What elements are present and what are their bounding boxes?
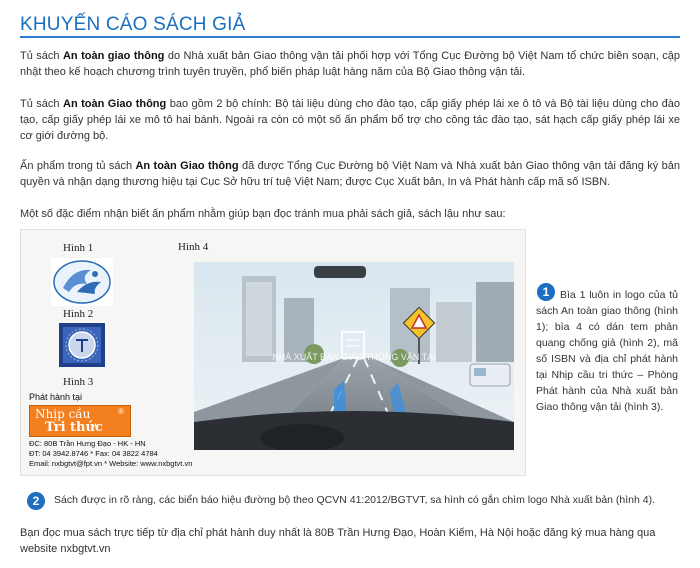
figure-label-3: Hình 3 [63,376,94,388]
p3-pre: Ấn phẩm trong tủ sách [20,160,136,172]
publisher-address: ĐC: 80B Trần Hưng Đạo - HK - HN [29,439,146,448]
point-2-badge: 2 [27,492,45,510]
publisher-label: Phát hành tại [29,392,83,402]
publisher-brand-line2: Tri thức [45,420,103,435]
registered-mark: ® [118,407,124,416]
publisher-brand-line1: Nhịp cầu [35,407,91,421]
paragraph-features-intro: Một số đặc điểm nhận biết ấn phẩm nhằm giúp bạn đọc tránh mua phải sách giả, sách lậu như sau: [20,208,506,220]
point-1-badge: 1 [537,283,555,301]
driving-scene-illustration [194,262,514,450]
figure-label-1: Hình 1 [63,242,94,254]
p1-post: do Nhà xuất bản Giao thông vận tải phối hợp với Tổng Cục Đường bộ Việt Nam tổ chức biên soạn, cập nhật theo kế hoạch chương trình tuyên truyền, phổ biến pháp luật hàng năm của Bộ Giao thông vận tải. [20,50,680,78]
figure-label-4: Hình 4 [178,241,209,253]
p3-post: đã được Tổng Cục Đường bộ Việt Nam và Nhà xuất bản Giao thông vận tải đăng ký bản quyền và nhận dạng thương hiệu tại Cục Sở hữu trí tuệ Việt Nam; được Cục Xuất bản, In và Phát hành cấp mã số ISBN. [20,160,680,188]
point-1-text: Bìa 1 luôn in logo của tủ sách An toàn giao thông (hình 1); bìa 4 có dán tem phản quang chống giả (hình 2), mã số ISBN và địa chỉ phát hành tại Nhịp cầu tri thức – Phòng Phát hành của Nhà xuất bản Giao thông vận tải (hình 3). [536,289,678,413]
p1-pre: Tủ sách [20,50,63,62]
p2-bold: An toàn Giao thông [63,98,167,110]
title-underline [20,36,680,38]
figure-label-2: Hình 2 [63,308,94,320]
safety-collection-logo-icon [51,258,113,306]
publisher-phone: ĐT: 04 3942.8746 * Fax: 04 3822 4784 [29,449,158,458]
paragraph-intro [20,48,680,80]
page-title: KHUYẾN CÁO SÁCH GIẢ [20,14,246,35]
paragraph-copyright [20,158,680,190]
p2-post: bao gồm 2 bộ chính: Bộ tài liệu dùng cho đào tạo, cấp giấy phép lái xe ô tô và Bộ tài liệu dùng cho đào tạo, cấp giấy phép lái xe mô tô hai bánh. Ngoài ra còn có một số ấn phẩm bổ trợ cho công tác đào tạo, sát hạch cấp giấy phép lái xe cơ giới đường bộ. [20,98,680,142]
point-2-text: Sách được in rõ ràng, các biển báo hiệu đường bộ theo QCVN 41:2012/BGTVT, sa hình có gắn chìm logo Nhà xuất bản (hình 4). [54,494,656,506]
paragraph-purchase: Bạn đọc mua sách trực tiếp từ địa chỉ phát hành duy nhất là 80B Trần Hưng Đạo, Hoàn Kiếm, Hà Nội hoặc đăng ký mua hàng qua website nxbgtvt.vn [20,527,656,555]
p3-bold: An toàn Giao thông [135,160,239,172]
p2-pre: Tủ sách [20,98,63,110]
publisher-email-website: Email: nxbgtvt@fpt.vn * Website: www.nxbgtvt.vn [29,459,193,468]
publisher-logo [29,405,131,437]
watermark-text: NHÀ XUẤT BẢN GIAO THÔNG VẬN TẢI [272,352,436,362]
p1-bold: An toàn giao thông [62,50,165,62]
paragraph-collection [20,96,680,144]
anti-counterfeit-stamp-icon [59,323,105,367]
